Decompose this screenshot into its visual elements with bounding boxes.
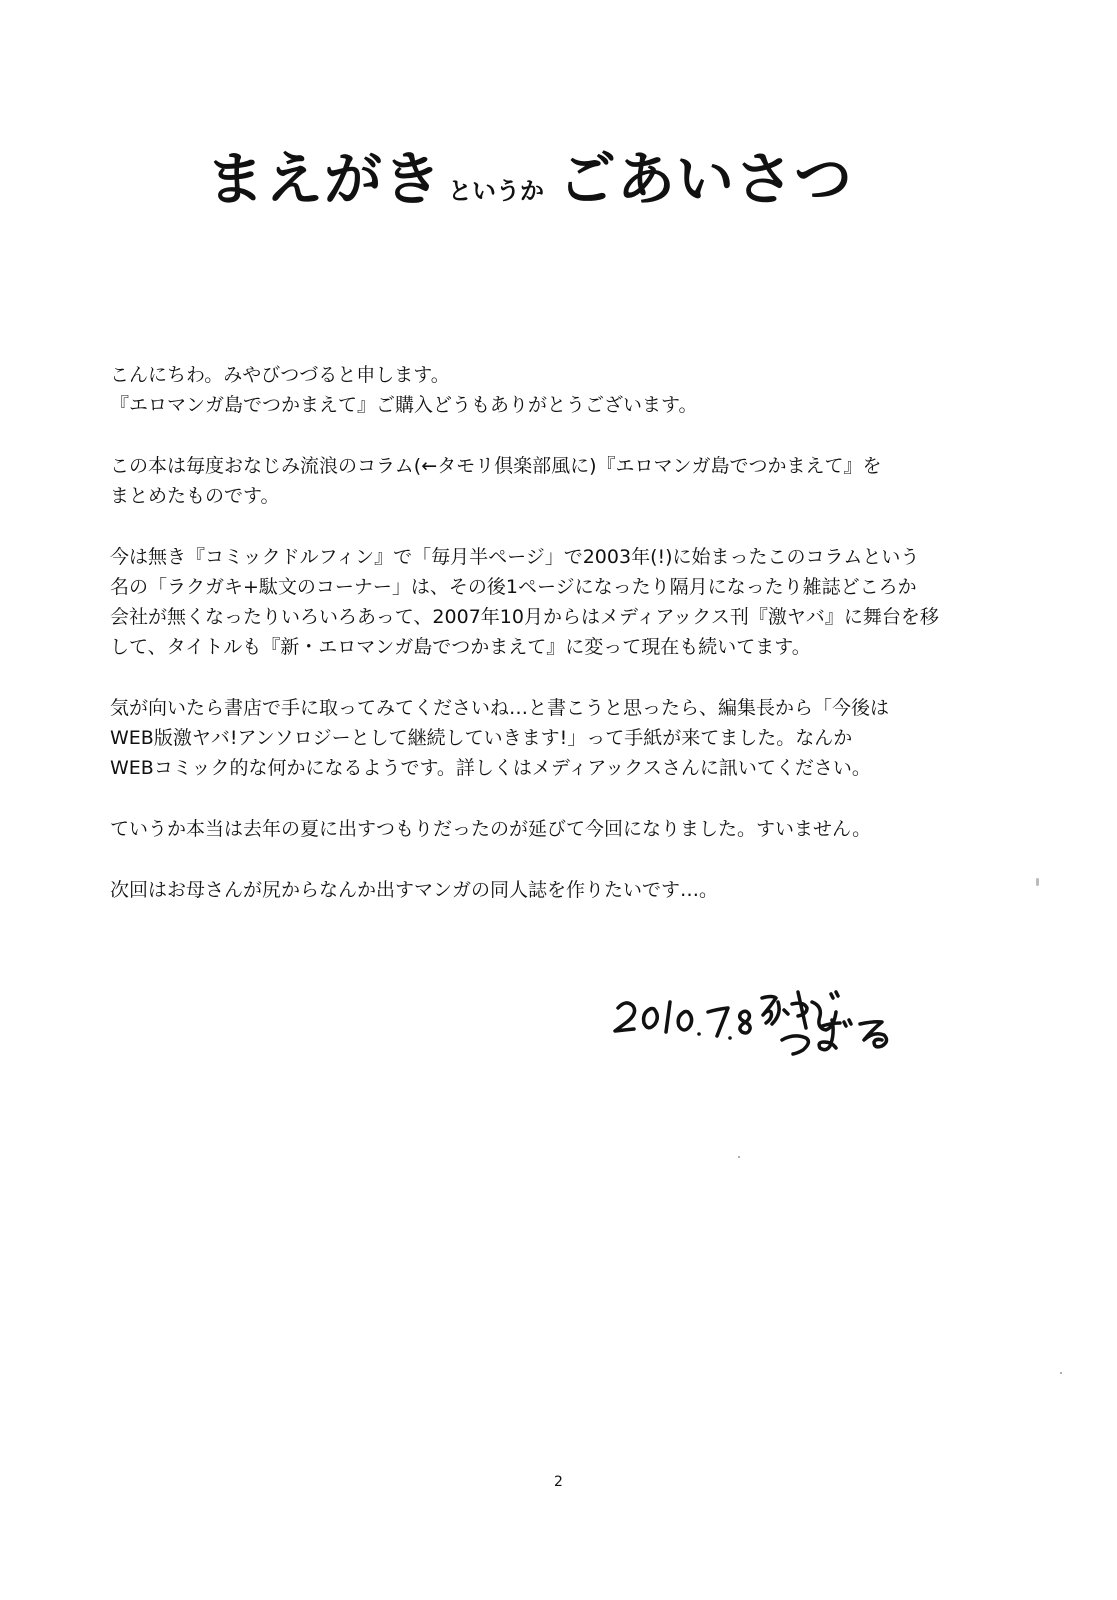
text-line: 気が向いたら書店で手に取ってみてくださいね…と書こうと思ったら、編集長から「今後は xyxy=(110,697,890,719)
paragraph-about-book xyxy=(110,451,1010,511)
handwritten-signature xyxy=(612,982,912,1082)
paragraph-apology xyxy=(110,814,1010,844)
title-toiuka: というか xyxy=(448,177,545,205)
text-line: 会社が無くなったりいろいろあって、2007年10月からはメディアックス刊『激ヤバ』に舞台を移 xyxy=(110,606,939,628)
paper-speck xyxy=(738,1156,740,1158)
text-line: 次回はお母さんが尻からなんか出すマンガの同人誌を作りたいです…。 xyxy=(110,879,719,901)
text-line: ていうか本当は去年の夏に出すつもりだったのが延びて今回になりました。すいません。 xyxy=(110,818,872,840)
paragraph-history xyxy=(110,542,1010,662)
text-line: して、タイトルも『新・エロマンガ島でつかまえて』に変って現在も続いてます。 xyxy=(110,636,811,658)
text-line: まとめたものです。 xyxy=(110,485,280,507)
text-line: 名の「ラクガキ+駄文のコーナー」は、その後1ページになったり隔月になったり雑誌どころか xyxy=(110,576,917,598)
body-text xyxy=(110,360,1010,936)
text-line: WEB版激ヤバ!アンソロジーとして継続していきます!」って手紙が来てました。なんか xyxy=(110,727,853,749)
text-line: WEBコミック的な何かになるようです。詳しくはメディアックスさんに訊いてください。 xyxy=(110,757,871,779)
paper-speck xyxy=(1036,878,1039,886)
signature-text: 2010.7.8 みやびつづる xyxy=(612,982,623,983)
paragraph-greeting xyxy=(110,360,1010,420)
title-maegaki: まえがき xyxy=(206,145,443,213)
paper-speck xyxy=(1060,1372,1062,1374)
paragraph-next-time xyxy=(110,875,1010,905)
text-line: 今は無き『コミックドルフィン』で「毎月半ページ」で2003年(!)に始まったこのコラムという xyxy=(110,546,920,568)
text-line: 『エロマンガ島でつかまえて』ご購入どうもありがとうございます。 xyxy=(110,394,698,416)
title-goaisatsu: ごあいさつ xyxy=(558,145,854,213)
page-number: 2 xyxy=(554,1474,563,1490)
text-line: こんにちわ。みやびつづると申します。 xyxy=(110,364,450,386)
paragraph-web-version xyxy=(110,693,1010,783)
text-line: この本は毎度おなじみ流浪のコラム(←タモリ倶楽部風に)『エロマンガ島でつかまえて』を xyxy=(110,455,882,477)
page-title xyxy=(206,145,854,213)
